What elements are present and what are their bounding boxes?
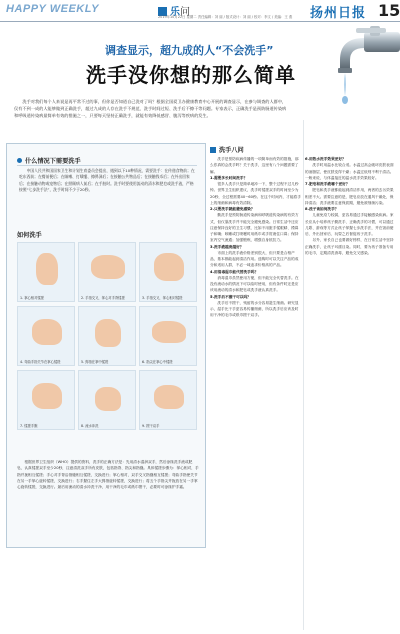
qa-question: 1.需要多长时间洗手？ (210, 175, 248, 180)
qa-column-2 (305, 156, 397, 256)
hands-icon (152, 321, 186, 343)
step-card (139, 306, 197, 366)
hands-icon (95, 387, 121, 411)
hands-icon (32, 383, 62, 409)
article-title: 洗手没你想的那么简单 (86, 63, 296, 87)
hands-icon (36, 253, 58, 285)
section-square-icon (210, 147, 216, 153)
hands-icon (91, 255, 125, 279)
qa-answer: 儿童免疫力较弱，更容易通过手接触感染疾病。家长应从小培养孩子勤洗手、正确洗手的习惯，可以通过儿歌、游戏等方式让孩子掌握七步洗手法，并在饭前便后、外出回家后、玩耍之后督促孩子洗手。 (305, 213, 394, 236)
qa-answer: 勤洗手是预防肠道传染病和呼吸道传染病的有效方式，但仅靠洗手并不能完全避免感染。日常生活中还应注意保持良好的卫生习惯，比如不用脏手揉眼睛、摸鼻子和嘴；咳嗽或打喷嚏时用纸巾或手肘遮住口鼻；保持室内空气流通；加强锻炼，增强自身抵抗力。 (210, 213, 299, 243)
hands-icon (154, 253, 184, 281)
step-card (78, 370, 136, 430)
divider (17, 165, 197, 166)
hands-icon (32, 319, 62, 345)
qa-question: 2.只要洗手就能避免感染？ (210, 207, 255, 211)
header-watermark: HAPPY WEEKLY (6, 3, 99, 15)
qa-column-1 (210, 156, 302, 319)
qa-answer: 消毒湿巾虽然使用方便，但不能完全代替洗手。在没有流动水的情况下可以临时使用，但有条件时还是应该用流动的清水和肥皂或洗手液认真洗手。 (210, 275, 299, 293)
step-caption: 4. 弯曲手指关节在掌心揉搓 (20, 360, 61, 364)
step-caption: 9. 擦干双手 (142, 424, 160, 428)
sidebar-footer-text: 根据世界卫生组织（WHO）提供的资料，洗手的正确方法是：先用清水湿润双手，然后涂抹洗手液或肥皂，认真揉搓双手至少20秒，注意清洗双手所有皮肤，包括指背、指尖和指缝。具体揉搓步骤为：掌心相对，手指并拢相互揉搓；手心对手背沿指缝相互揉搓，交换进行；掌心相对，双手交叉指缝相互揉搓；弯曲手指使关节在另一手掌心旋转揉搓，交换进行；右手握住左手大拇指旋转揉搓，交换进行；将五个手指尖并拢放在另一手掌心旋转揉搓，交换进行。最后用流动的清水冲洗干净，用干净的毛巾或纸巾擦干，必要时可涂抹护手霜。 (17, 460, 199, 490)
sidebar-answer: 中国人民共和国国家卫生和计划生育委员会提出，遇到以下10种情况，需要洗手：在传递食物前；在吃东西前；在餐前便后；在咳嗽、打喷嚏、擦鼻涕后；在接触公共物品后；在接触钱币后；在外出回家后；在接触动物或宠物后；在照顾病人前后；在手脏时。洗手时要使用流动的清水和肥皂或洗手液，严格按照“七步洗手法”，洗手时间不少于20秒。 (19, 168, 195, 193)
qa-answer: 洗手时用温水比较合适。水温过高会破坏皮肤表面的油脂层，使皮肤变得干燥；水温过低则不利于清洁。一般来说，与体温接近的温水洗手效果较好。 (305, 163, 394, 180)
faucet-illustration (300, 24, 400, 124)
article-lead: 洗手对我们每个人来说是再平常不过的事，但你是否知道自己洗对了吗？根据全国爱卫办健康教育中心开展的调查显示，在参与调查的人群中，仅有不到一成的人能够做到正确洗手，超过九成的人存在洗手不规范、洗手时间过短、洗手后不擦干等问题。专家表示，正确洗手是预防肠道传染病和呼吸道传染病最简单有效的措施之一，只要每天坚持正确洗手，就能有效降低感冒、腹泻等疾病的发生。 (14, 99, 287, 119)
sidebar-question: 什么情况下需要洗手 (17, 156, 81, 165)
qa-answer: 肥皂和洗手液都能起到清洁作用，两者的去污效果相差不大。需要注意的是，肥皂应放在通风干燥处，保持清洁；洗手液要注意保质期，避免被细菌污染。 (305, 188, 394, 205)
column-divider (303, 120, 304, 630)
step-card (78, 306, 136, 366)
qa-answer: 市面上的洗手液价格差别很大，但只要是合格产品，基本都能起到清洁作用。选购时可以关注产品的成分和适用人群，不必一味追求价格高的产品。 (210, 250, 299, 268)
step-card (17, 370, 75, 430)
step-caption: 1. 掌心相对揉搓 (20, 296, 44, 300)
edition-meta: 2019年10月22日 星期二 责任编辑：刘 丽 / 版式设计：刘 丽 / 校对：李文 / 美编：王 燕 (158, 15, 293, 19)
qa-answer: 洗手是预防疾病传播的一项简单而有效的措施，那么你真的会洗手吗？关于洗手，这里有八个问题需要了解。 (210, 157, 299, 174)
step-caption: 2. 手指交叉，掌心对手背揉搓 (81, 296, 125, 300)
step-caption: 3. 手指交叉，掌心相对揉搓 (142, 296, 183, 300)
qa-question: 6.用热水洗手效果更好？ (305, 157, 346, 161)
section-mark: 乐 (170, 7, 180, 18)
qa-question: 8.孩子该如何洗手？ (305, 207, 339, 211)
sidebar-box (6, 143, 206, 548)
step-card (78, 242, 136, 302)
page-header (0, 0, 400, 22)
hands-icon (154, 385, 184, 409)
qa-question: 3.洗手液越贵越好？ (210, 244, 244, 249)
article-subtitle: 调查显示，超九成的人“不会洗手” (105, 44, 274, 57)
step-caption: 6. 指尖在掌心中揉搓 (142, 360, 173, 364)
qa-answer: 另外，家长自己也要做好榜样，在日常生活中坚持正确洗手，让孩子耳濡目染。同时，要为孩子准备专用的毛巾，定期清洗消毒，避免交叉感染。 (305, 238, 394, 255)
qa-answer: 很多人洗手只是简单地冲一下，整个过程不过几秒钟。世界卫生组织建议，洗手时揉搓双手的时间至少为20秒，全过程需要40~60秒。在这个时间内，才能将手上的细菌和病毒有效清除。 (210, 182, 301, 205)
qa-question: 4.用消毒湿巾能代替洗手吗？ (210, 269, 259, 274)
section-title: 问 (180, 7, 190, 18)
step-caption: 5. 拇指在掌中揉搓 (81, 360, 109, 364)
qa-question: 7.肥皂和洗手液哪个更好？ (305, 182, 350, 186)
step-card (139, 370, 197, 430)
step-card (139, 242, 197, 302)
step-caption: 7. 揉搓手腕 (20, 424, 38, 428)
qa-answer: 洗手后不擦干，残留的水分容易滋生细菌。研究显示，湿手比干手更容易传播细菌，所以洗手后应该及时用干净的毛巾或纸巾擦干双手。 (210, 300, 299, 318)
how-to-heading: 如何洗手 (17, 232, 42, 239)
page-number: 15 (378, 1, 400, 20)
bullet-icon (17, 158, 22, 163)
qa-question: 5.洗手后不擦干可以吗？ (210, 294, 251, 299)
newspaper-logo: 扬州日报 (310, 6, 367, 21)
qa-heading: 洗手八问 (210, 145, 244, 154)
hands-icon (95, 319, 121, 347)
step-caption: 8. 流水冲洗 (81, 424, 99, 428)
step-card (17, 242, 75, 302)
step-card (17, 306, 75, 366)
